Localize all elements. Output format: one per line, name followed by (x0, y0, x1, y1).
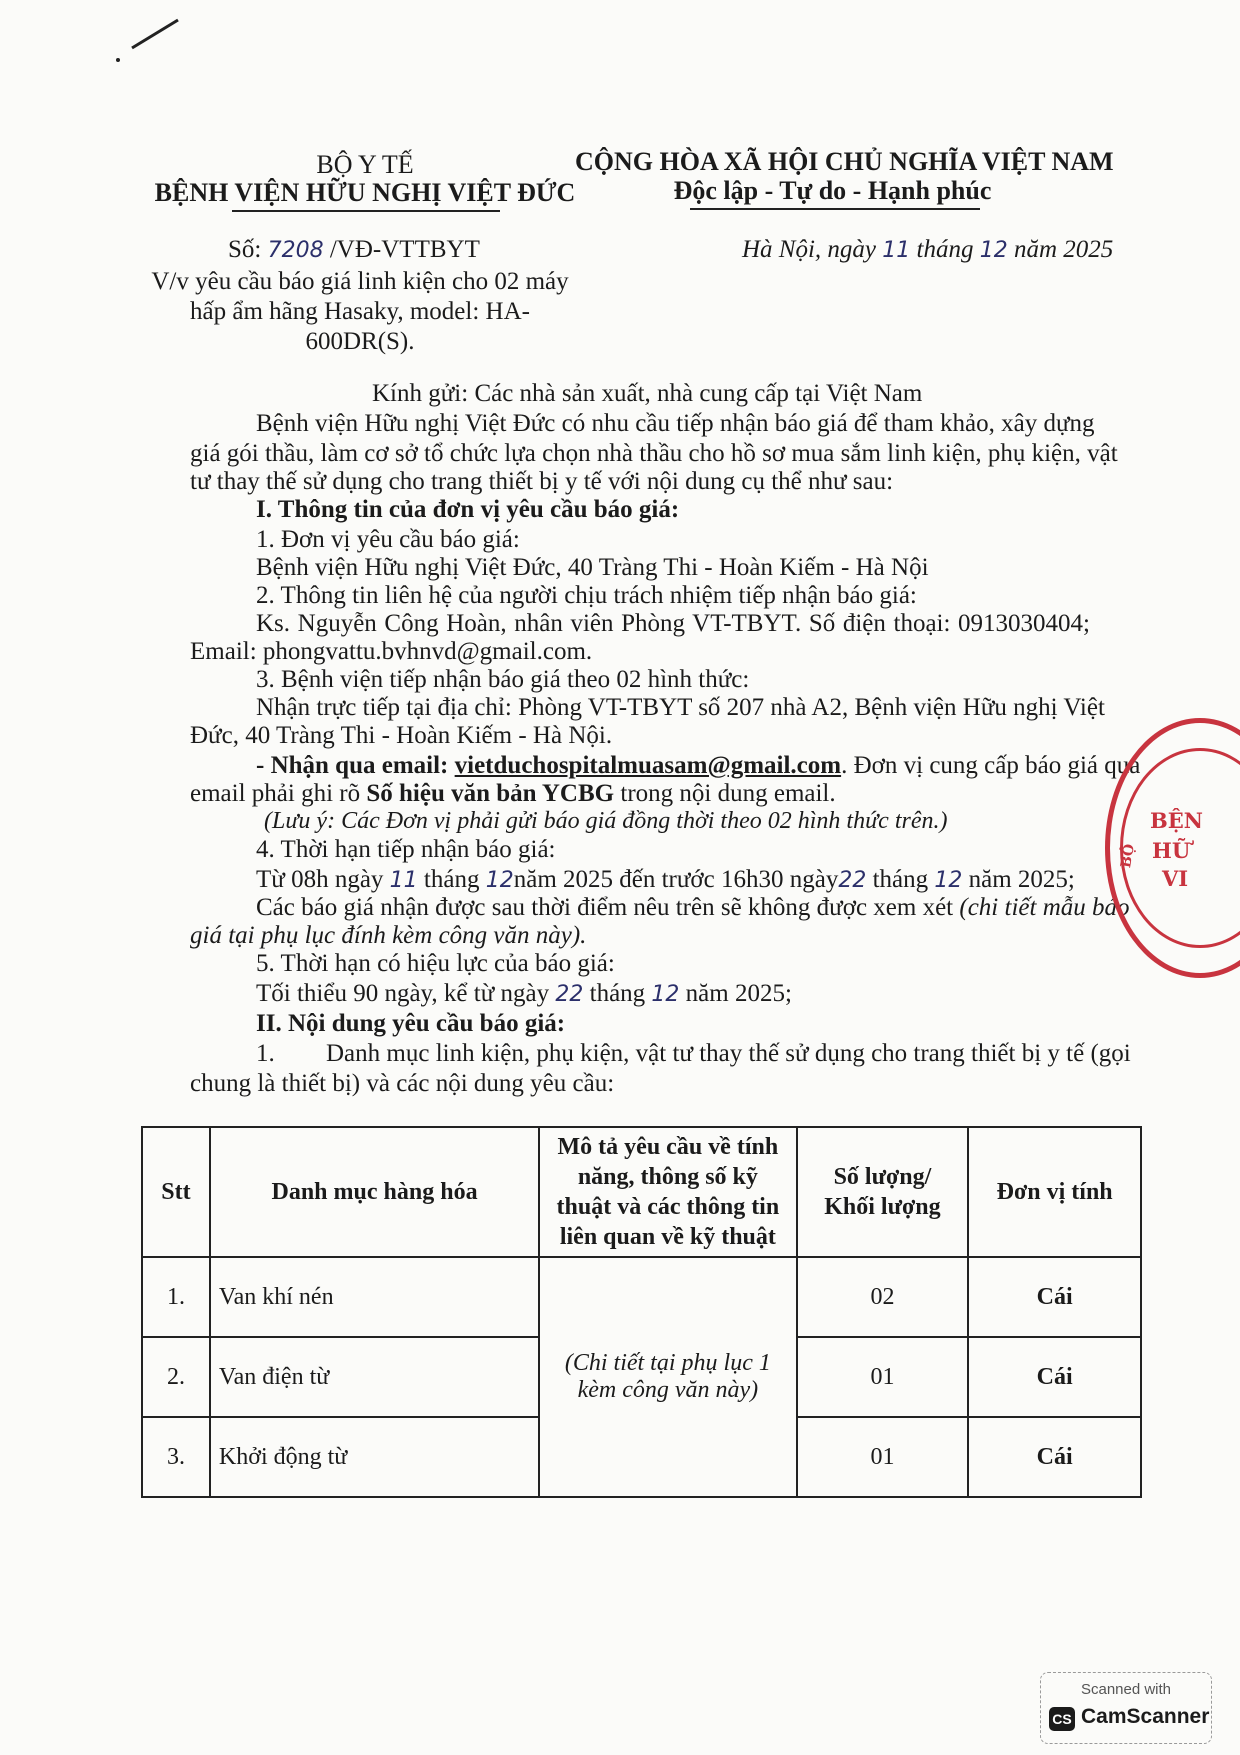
th-name: Danh mục hàng hóa (210, 1127, 539, 1257)
doc-no-handwritten: 7208 (267, 238, 324, 263)
s1-item3-title: 3. Bệnh viện tiếp nhận báo giá theo 02 hình thức: (256, 666, 750, 693)
item4-line2-a: Các báo giá nhận được sau thời điểm nêu trên sẽ không được xem xét (256, 894, 960, 921)
document-number (228, 236, 480, 264)
s1-item3-email-line (256, 752, 1140, 780)
item5-c: năm 2025; (679, 980, 792, 1007)
item4-d: tháng (866, 866, 935, 893)
s1-item4-line3: giá tại phụ lục đính kèm công văn này). (190, 922, 587, 949)
s2-item1-line1: Danh mục linh kiện, phụ kiện, vật tư thay thế sử dụng cho trang thiết bị y tế (gọi (326, 1040, 1131, 1067)
row-unit: Cái (968, 1257, 1141, 1337)
stamp-text-3: VI (1162, 866, 1189, 891)
s1-item2-line1: Ks. Nguyễn Công Hoàn, nhân viên Phòng VT-TBYT. Số điện thoại: 0913030404; (256, 610, 1090, 637)
s2-item1-line2: chung là thiết bị) và các nội dung yêu cầu: (190, 1070, 615, 1097)
date-part2: tháng (910, 236, 980, 263)
stamp-text-1: BỆN (1150, 808, 1203, 833)
item4-e: năm 2025; (962, 866, 1075, 893)
row-unit: Cái (968, 1417, 1141, 1497)
item5-a: Tối thiểu 90 ngày, kể từ ngày (256, 980, 556, 1007)
s1-item2-line2: Email: phongvattu.bvhnvd@gmail.com. (190, 638, 593, 665)
item4-a: Từ 08h ngày (256, 866, 390, 893)
scanned-with-label: Scanned with (1080, 1681, 1172, 1698)
s1-item1-value: Bệnh viện Hữu nghị Việt Đức, 40 Tràng Thi - Hoàn Kiếm - Hà Nội (256, 554, 929, 581)
intro-line-2: giá gói thầu, làm cơ sở tổ chức lựa chọn nhà thầu cho hồ sơ mua sắm linh kiện, phụ kiện, vật (190, 440, 1118, 467)
s1-item5-title: 5. Thời hạn có hiệu lực của báo giá: (256, 950, 615, 977)
item5-day: 22 (555, 982, 584, 1007)
table-row (142, 1257, 1141, 1337)
intro-line-1: Bệnh viện Hữu nghị Việt Đức có nhu cầu tiếp nhận báo giá để tham khảo, xây dựng (256, 410, 1095, 437)
subject-line-2: hấp ẩm hãng Hasaky, model: HA- (190, 298, 530, 325)
s2-item1-num: 1. (256, 1040, 275, 1067)
row-qty: 01 (797, 1337, 969, 1417)
email-link[interactable]: vietduchospitalmuasam@gmail.com (454, 752, 842, 779)
doc-no-suffix: /VĐ-VTTBYT (323, 236, 480, 263)
date-part1: Hà Nội, ngày (742, 236, 883, 263)
scan-mark (110, 10, 190, 70)
th-stt: Stt (142, 1127, 210, 1257)
th-unit: Đơn vị tính (968, 1127, 1141, 1257)
item4-b: tháng (417, 866, 486, 893)
s1-item3-line1: Nhận trực tiếp tại địa chỉ: Phòng VT-TBYT số 207 nhà A2, Bệnh viện Hữu nghị Việt (256, 694, 1105, 721)
section-1-title: I. Thông tin của đơn vị yêu cầu báo giá: (256, 496, 680, 523)
row-desc-merged: (Chi tiết tại phụ lục 1 kèm công văn này) (539, 1257, 796, 1497)
row-qty: 02 (797, 1257, 969, 1337)
row-name: Van điện từ (210, 1337, 539, 1417)
th-qty: Số lượng/ Khối lượng (797, 1127, 969, 1257)
item5-b: tháng (583, 980, 652, 1007)
email-suffix: . Đơn vị cung cấp báo giá qua (841, 752, 1141, 779)
doc-no-prefix: Số: (228, 236, 268, 263)
item4-month2: 12 (934, 868, 963, 893)
date-month: 12 (979, 238, 1008, 263)
s1-item4-line1 (256, 866, 1075, 894)
date-day: 11 (882, 238, 911, 263)
items-table (141, 1126, 1142, 1498)
row-qty: 01 (797, 1417, 969, 1497)
s1-item1-title: 1. Đơn vị yêu cầu báo giá: (256, 526, 520, 553)
row-name: Khởi động từ (210, 1417, 539, 1497)
salutation: Kính gửi: Các nhà sản xuất, nhà cung cấp tại Việt Nam (372, 380, 923, 407)
subject-line-1: V/v yêu cầu báo giá linh kiện cho 02 máy (151, 268, 569, 295)
hospital-underline (232, 210, 500, 212)
item4-month1: 12 (485, 868, 514, 893)
row-stt: 3. (142, 1417, 210, 1497)
date-line (742, 236, 1113, 264)
camscanner-logo-icon: CS (1049, 1707, 1075, 1731)
intro-line-3: tư thay thế sử dụng cho trang thiết bị y tế với nội dung cụ thể như sau: (190, 468, 894, 495)
line4-b: Số hiệu văn bản YCBG (366, 780, 615, 807)
s1-item2-title: 2. Thông tin liên hệ của người chịu trách nhiệm tiếp nhận báo giá: (256, 582, 917, 609)
line4-c: trong nội dung email. (614, 780, 836, 807)
camscanner-name: CamScanner (1081, 1705, 1210, 1728)
th-desc: Mô tả yêu cầu về tính năng, thông số kỹ thuật và các thông tin liên quan về kỹ thuật (539, 1127, 796, 1257)
stamp-text-2: HỮ (1152, 838, 1191, 863)
s1-item3-line2: Đức, 40 Tràng Thi - Hoàn Kiếm - Hà Nội. (190, 722, 613, 749)
stamp-text-side: BỘ (1118, 842, 1138, 870)
item4-day1: 11 (389, 868, 418, 893)
row-stt: 2. (142, 1337, 210, 1417)
section-2-title: II. Nội dung yêu cầu báo giá: (256, 1010, 566, 1037)
s1-item3-note: (Lưu ý: Các Đơn vị phải gửi báo giá đồng thời theo 02 hình thức trên.) (264, 808, 948, 834)
subject-line-3: 600DR(S). (305, 328, 415, 355)
item4-day2: 22 (838, 868, 867, 893)
s1-item3-line4 (190, 780, 836, 808)
item4-c: năm 2025 đến trước 16h30 ngày (513, 866, 839, 893)
line4-a: email phải ghi rõ (190, 780, 367, 807)
row-stt: 1. (142, 1257, 210, 1337)
row-unit: Cái (968, 1337, 1141, 1417)
s1-item4-title: 4. Thời hạn tiếp nhận báo giá: (256, 836, 556, 863)
hospital-name: BỆNH VIỆN HỮU NGHỊ VIỆT ĐỨC (154, 178, 576, 207)
table-header-row (142, 1127, 1141, 1257)
date-part3: năm 2025 (1007, 236, 1114, 263)
nation-title: CỘNG HÒA XÃ HỘI CHỦ NGHĨA VIỆT NAM (575, 147, 1114, 176)
item5-month: 12 (651, 982, 680, 1007)
camscanner-badge (1040, 1672, 1212, 1744)
item4-line2-b: (chi tiết mẫu báo (959, 894, 1130, 921)
motto: Độc lập - Tự do - Hạnh phúc (673, 176, 992, 205)
email-prefix: - Nhận qua email: (256, 752, 455, 779)
motto-underline (690, 208, 980, 210)
s1-item5-line (256, 980, 792, 1008)
s1-item4-line2 (256, 894, 1130, 922)
ministry-name: BỘ Y TẾ (316, 150, 414, 179)
row-name: Van khí nén (210, 1257, 539, 1337)
